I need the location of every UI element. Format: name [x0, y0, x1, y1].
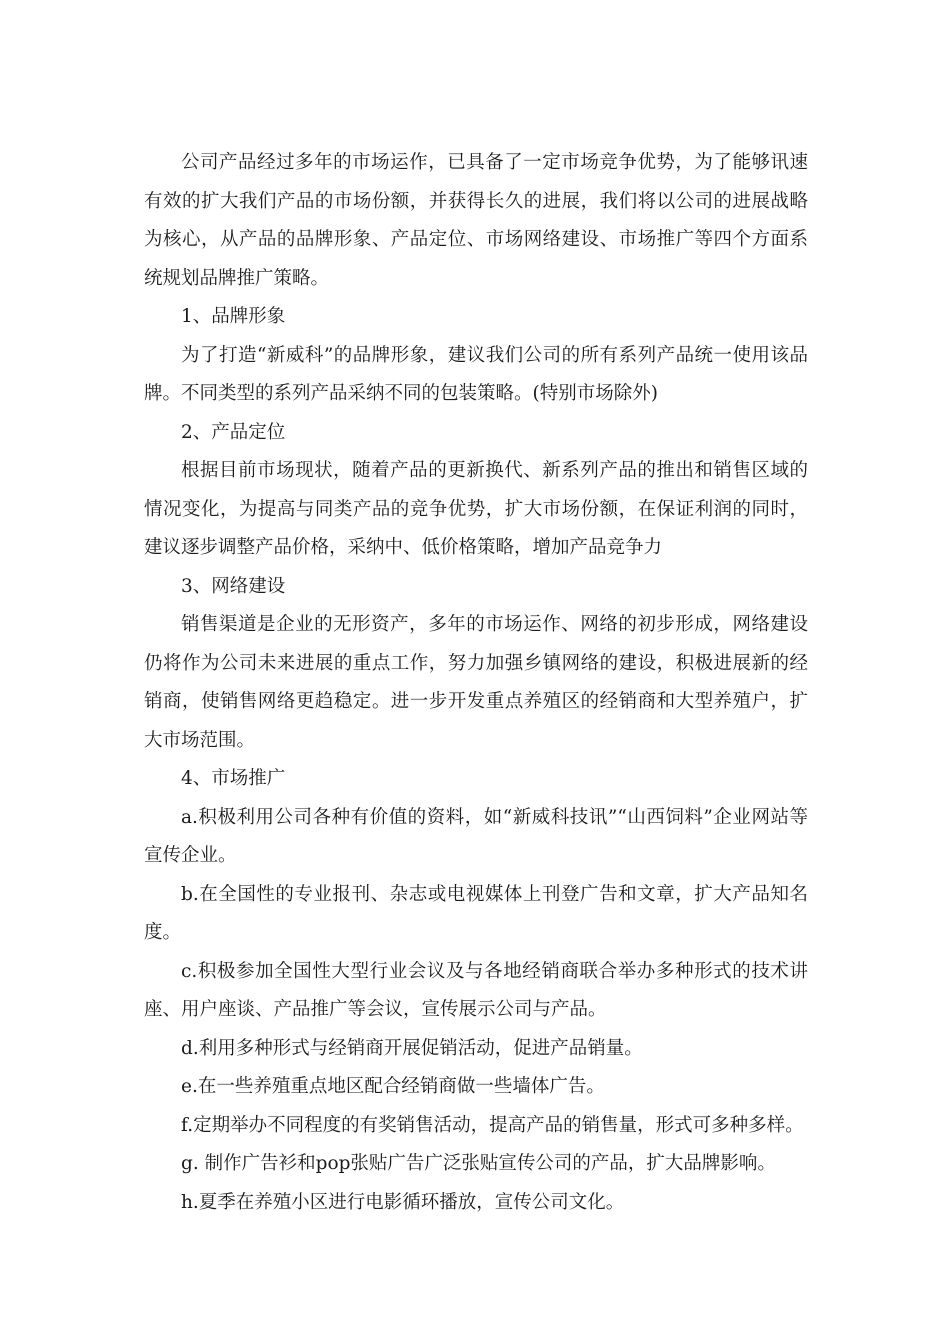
promotion-item-c: c.积极参加全国性大型行业会议及与各地经销商联合举办多种形式的技术讲座、用户座谈、产品推广等会议，宣传展示公司与产品。 — [144, 960, 808, 1020]
section-body-brand-image: 为了打造“新威科”的品牌形象，建议我们公司的所有系列产品统一使用该品牌。不同类型的系列产品采纳不同的包装策略。(特别市场除外) — [144, 344, 808, 404]
section-heading-product-positioning: 2、产品定位 — [181, 421, 286, 443]
promotion-item-b: b.在全国性的专业报刊、杂志或电视媒体上刊登广告和文章，扩大产品知名度。 — [144, 883, 808, 943]
promotion-item-f: f.定期举办不同程度的有奖销售活动，提高产品的销售量，形式可多种多样。 — [181, 1114, 804, 1136]
promotion-item-d: d.利用多种形式与经销商开展促销活动，促进产品销量。 — [181, 1037, 643, 1059]
intro-paragraph: 公司产品经过多年的市场运作，已具备了一定市场竞争优势，为了能够讯速有效的扩大我们产品的市场份额，并获得长久的进展，我们将以公司的进展战略为核心，从产品的品牌形象、产品定位、市场网络建设、市场推广等四个方面系统规划品牌推广策略。 — [144, 152, 808, 289]
promotion-item-a: a.积极利用公司各种有价值的资料，如“新威科技讯”“山西饲料”企业网站等宣传企业。 — [144, 806, 808, 866]
section-heading-network-building: 3、网络建设 — [181, 575, 286, 597]
section-body-network-building: 销售渠道是企业的无形资产，多年的市场运作、网络的初步形成，网络建设仍将作为公司未来进展的重点工作，努力加强乡镇网络的建设，积极进展新的经销商，使销售网络更趋稳定。进一步开发重点养殖区的经销商和大型养殖户，扩大市场范围。 — [144, 614, 808, 751]
promotion-item-g: g. 制作广告衫和pop张贴广告广泛张贴宣传公司的产品，扩大品牌影响。 — [181, 1153, 776, 1174]
section-heading-market-promotion: 4、市场推广 — [181, 768, 286, 789]
promotion-item-e: e.在一些养殖重点地区配合经销商做一些墙体广告。 — [181, 1076, 605, 1097]
section-heading-brand-image: 1、品牌形象 — [181, 306, 286, 327]
promotion-item-h: h.夏季在养殖小区进行电影循环播放，宣传公司文化。 — [181, 1191, 625, 1213]
section-body-product-positioning: 根据目前市场现状，随着产品的更新换代、新系列产品的推出和销售区域的情况变化，为提高与同类产品的竞争优势，扩大市场份额，在保证利润的同时，建议逐步调整产品价格，采纳中、低价格策略，增加产品竞争力 — [144, 460, 808, 558]
document-page — [144, 144, 808, 1222]
